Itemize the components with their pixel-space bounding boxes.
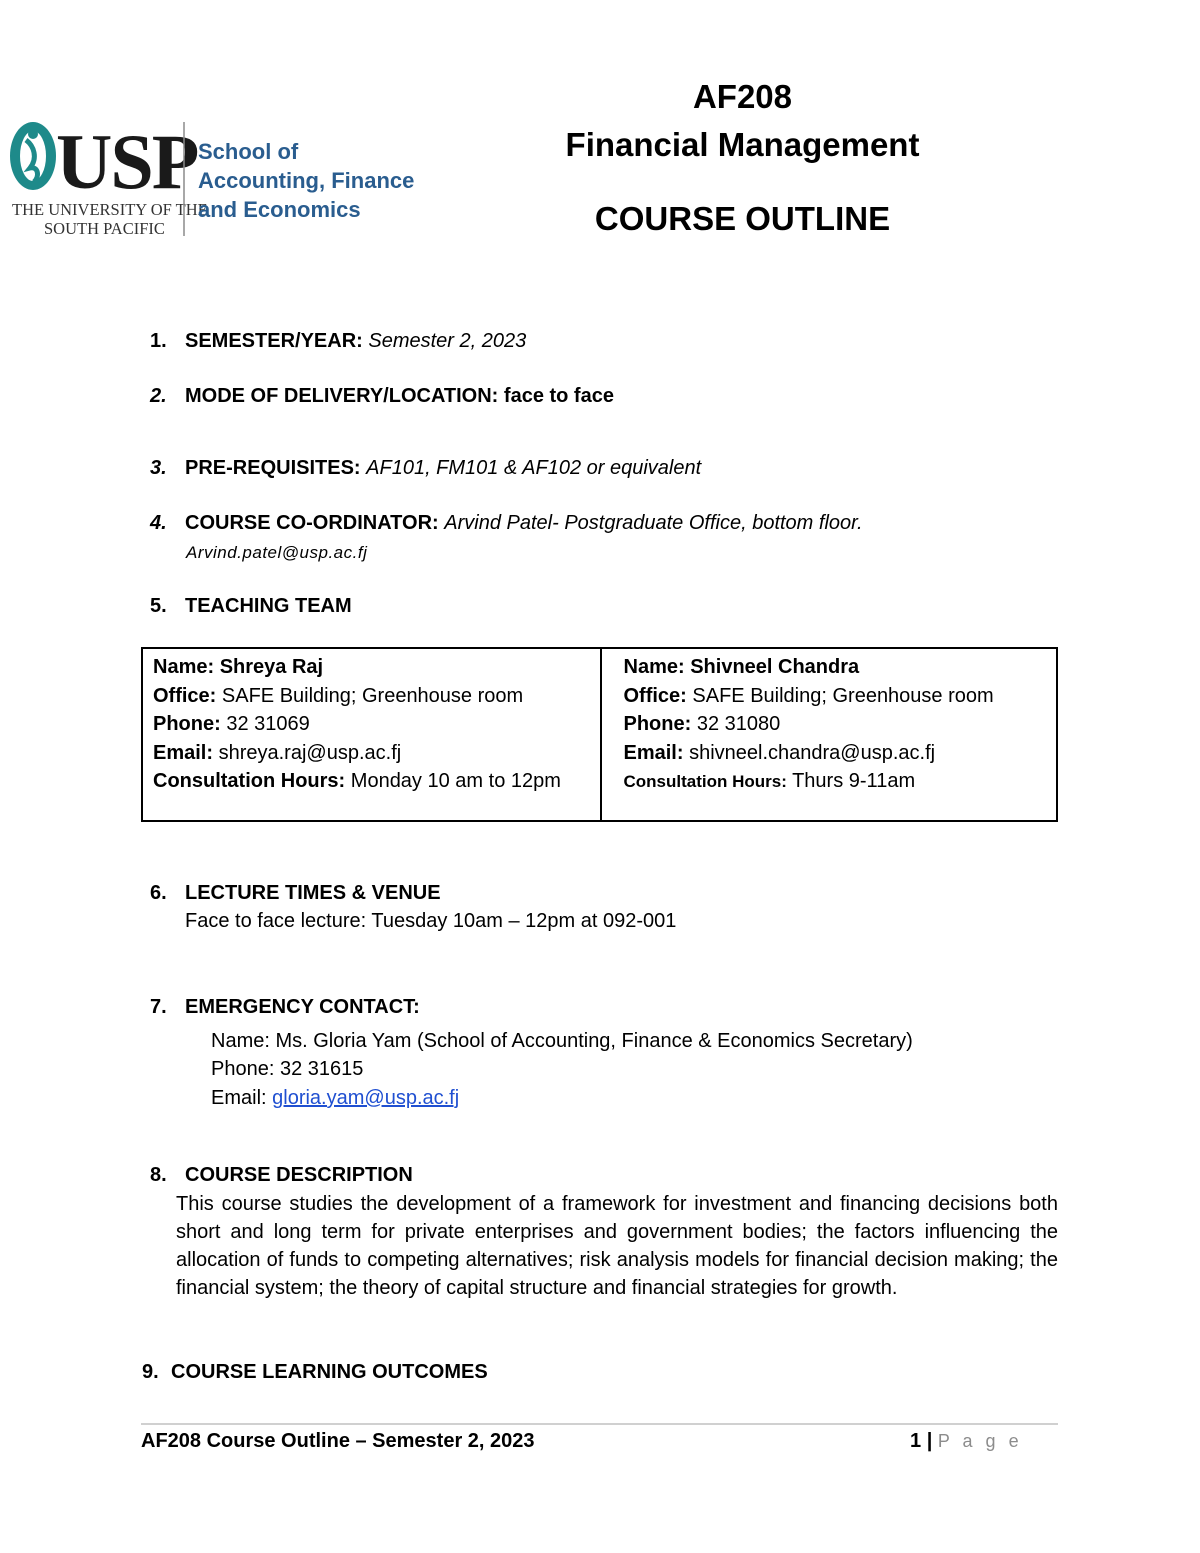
emergency-phone: Phone: 32 31615: [211, 1058, 364, 1080]
school-line-2: Accounting, Finance: [198, 168, 415, 193]
member-office: SAFE Building; Greenhouse room: [692, 684, 994, 707]
coordinator-email[interactable]: Arvind.patel@usp.ac.fj: [186, 543, 368, 562]
section-label: COURSE CO-ORDINATOR:: [185, 512, 439, 534]
section-label: PRE-REQUISITES:: [185, 457, 361, 479]
university-line-1: THE UNIVERSITY OF THE: [12, 200, 208, 219]
member-email[interactable]: shivneel.chandra@usp.ac.fj: [689, 741, 936, 764]
school-line-3: and Economics: [198, 197, 361, 222]
section-number: 2.: [150, 385, 167, 407]
section-number: 3.: [150, 457, 167, 479]
semester-value: Semester 2, 2023: [368, 330, 527, 352]
footer-divider: [141, 1423, 1058, 1425]
section-label: MODE OF DELIVERY/LOCATION:: [185, 385, 499, 407]
usp-logo: [8, 118, 415, 243]
page-separator: |: [926, 1430, 933, 1452]
coordinator-value: Arvind Patel- Postgraduate Office, bottom floor.: [444, 512, 863, 534]
footer-title: AF208 Course Outline – Semester 2, 2023: [141, 1430, 535, 1452]
field-label: Phone:: [623, 713, 692, 735]
field-label: Name:: [153, 656, 215, 678]
school-line-1: School of: [198, 139, 299, 164]
team-member-card: [143, 649, 600, 820]
member-phone: 32 31069: [226, 713, 310, 735]
field-label: Email:: [623, 741, 684, 764]
section-number: 4.: [150, 512, 167, 534]
course-name: Financial Management: [565, 126, 920, 163]
section-label: TEACHING TEAM: [185, 595, 352, 617]
course-code: AF208: [692, 78, 793, 115]
page-number-value: 1: [910, 1430, 922, 1452]
teaching-team-table: [141, 647, 1058, 822]
doc-title: COURSE OUTLINE: [594, 200, 891, 237]
university-line-2: SOUTH PACIFIC: [44, 219, 165, 238]
lecture-value: Face to face lecture: Tuesday 10am – 12pm at 092-001: [185, 910, 677, 932]
member-name: Shivneel Chandra: [690, 656, 860, 678]
section-number: 1.: [150, 330, 167, 352]
member-email[interactable]: shreya.raj@usp.ac.fj: [218, 741, 402, 764]
section-label: LECTURE TIMES & VENUE: [185, 882, 441, 904]
section-label: COURSE DESCRIPTION: [185, 1164, 413, 1186]
member-name: Shreya Raj: [219, 656, 324, 678]
mode-value: face to face: [503, 385, 614, 407]
page-word: P a g e: [937, 1431, 1023, 1451]
emergency-name: Name: Ms. Gloria Yam (School of Accounting, Finance & Economics Secretary): [211, 1030, 913, 1052]
section-number: 7.: [150, 996, 167, 1018]
usp-wordmark: USP: [56, 118, 198, 205]
field-label: Email:: [153, 741, 214, 764]
member-office: SAFE Building; Greenhouse room: [221, 684, 524, 707]
emergency-email-label: Email:: [211, 1087, 267, 1109]
usp-logo-graphic: [8, 118, 415, 243]
prerequisites-value: AF101, FM101 & AF102 or equivalent: [366, 457, 702, 479]
emergency-email-link[interactable]: gloria.yam@usp.ac.fj: [272, 1087, 460, 1109]
page-number: [910, 1430, 1023, 1453]
field-label: Name:: [623, 656, 685, 678]
field-label: Consultation Hours:: [623, 772, 787, 791]
section-label: EMERGENCY CONTACT:: [185, 996, 420, 1018]
section-number: 5.: [150, 595, 167, 617]
section-label: COURSE LEARNING OUTCOMES: [171, 1361, 488, 1383]
section-label: SEMESTER/YEAR:: [185, 330, 363, 352]
section-number: 6.: [150, 882, 167, 904]
member-phone: 32 31080: [696, 713, 781, 735]
section-number: 8.: [150, 1164, 167, 1186]
field-label: Office:: [153, 684, 217, 707]
course-description: This course studies the development of a framework for investment and financing decisions both short and long term for private enterprises and government bodies; the factors influencing the allocation of funds to competing alternatives; risk analysis models for financial decision making; the financial system; the theory of capital structure and financial strategies for growth.: [176, 1193, 1058, 1299]
member-hours: Monday 10 am to 12pm: [350, 770, 561, 792]
field-label: Consultation Hours:: [153, 770, 346, 792]
field-label: Office:: [623, 684, 687, 707]
section-number: 9.: [142, 1361, 159, 1383]
member-hours: Thurs 9-11am: [792, 770, 916, 792]
field-label: Phone:: [153, 713, 221, 735]
team-member-card: [600, 649, 1057, 820]
